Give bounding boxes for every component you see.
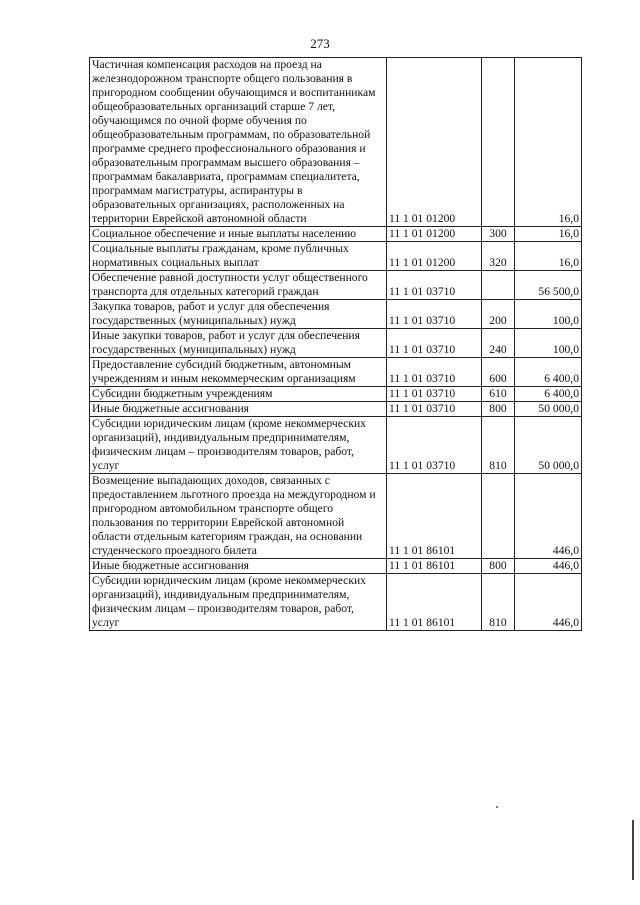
row-description: Социальные выплаты гражданам, кроме публичных нормативных социальных выплат [90, 242, 387, 271]
row-expense-type: 240 [482, 329, 515, 358]
row-expense-type: 600 [482, 358, 515, 387]
row-expense-type: 610 [482, 387, 515, 402]
table-row [90, 271, 582, 300]
row-expense-type: 300 [482, 227, 515, 242]
row-target-code: 11 1 01 86101 [387, 559, 482, 574]
row-target-code: 11 1 01 86101 [387, 474, 482, 559]
row-amount: 446,0 [515, 559, 582, 574]
budget-table-body [90, 58, 582, 631]
table-row [90, 242, 582, 271]
row-target-code: 11 1 01 03710 [387, 417, 482, 474]
row-expense-type [482, 474, 515, 559]
budget-table [89, 57, 582, 631]
row-description: Закупка товаров, работ и услуг для обеспечения государственных (муниципальных) нужд [90, 300, 387, 329]
row-target-code: 11 1 01 03710 [387, 402, 482, 417]
row-expense-type: 200 [482, 300, 515, 329]
table-row [90, 402, 582, 417]
row-amount: 50 000,0 [515, 417, 582, 474]
row-expense-type [482, 271, 515, 300]
row-description: Социальное обеспечение и иные выплаты населению [90, 227, 387, 242]
row-description: Субсидии бюджетным учреждениям [90, 387, 387, 402]
table-row [90, 329, 582, 358]
row-expense-type: 810 [482, 417, 515, 474]
table-row [90, 300, 582, 329]
row-target-code: 11 1 01 01200 [387, 242, 482, 271]
row-expense-type: 810 [482, 574, 515, 631]
table-row [90, 574, 582, 631]
table-row [90, 559, 582, 574]
row-description: Иные бюджетные ассигнования [90, 402, 387, 417]
row-description: Частичная компенсация расходов на проезд на железнодорожном транспорте общего пользования в пригородном сообщении обучающимся и воспитанникам общеобразовательных организаций старше 7 лет, обучающимся по очной форме обучения по общеобразовательным программам, по образовательной программе среднего профессионального образования и образовательным программам высшего образования – программам бакалавриата, программам специалитета, программам магистратуры, аспирантуры в образовательных организациях, расположенных на территории Еврейской автономной области [90, 58, 387, 227]
page-number: 273 [310, 36, 330, 51]
table-row [90, 417, 582, 474]
row-target-code: 11 1 01 03710 [387, 271, 482, 300]
row-expense-type: 320 [482, 242, 515, 271]
row-target-code: 11 1 01 86101 [387, 574, 482, 631]
row-amount: 50 000,0 [515, 402, 582, 417]
row-target-code: 11 1 01 01200 [387, 227, 482, 242]
row-expense-type [482, 58, 515, 227]
row-amount: 16,0 [515, 227, 582, 242]
row-description: Предоставление субсидий бюджетным, автономным учреждениям и иным некоммерческим организациям [90, 358, 387, 387]
scan-speck [496, 806, 498, 808]
row-target-code: 11 1 01 03710 [387, 387, 482, 402]
row-description: Иные закупки товаров, работ и услуг для обеспечения государственных (муниципальных) нужд [90, 329, 387, 358]
table-row [90, 58, 582, 227]
row-description: Субсидии юридическим лицам (кроме некоммерческих организаций), индивидуальным предпринимателям, физическим лицам – производителям товаров, работ, услуг [90, 417, 387, 474]
row-description: Обеспечение равной доступности услуг общественного транспорта для отдельных категорий граждан [90, 271, 387, 300]
row-amount: 16,0 [515, 242, 582, 271]
table-row [90, 358, 582, 387]
row-amount: 56 500,0 [515, 271, 582, 300]
row-expense-type: 800 [482, 402, 515, 417]
scan-edge-mark [632, 820, 634, 880]
row-target-code: 11 1 01 01200 [387, 58, 482, 227]
row-amount: 100,0 [515, 300, 582, 329]
row-target-code: 11 1 01 03710 [387, 329, 482, 358]
row-expense-type: 800 [482, 559, 515, 574]
table-row [90, 387, 582, 402]
row-description: Субсидии юридическим лицам (кроме некоммерческих организаций), индивидуальным предпринимателям, физическим лицам – производителям товаров, работ, услуг [90, 574, 387, 631]
row-amount: 446,0 [515, 474, 582, 559]
row-amount: 16,0 [515, 58, 582, 227]
table-row [90, 474, 582, 559]
row-description: Возмещение выпадающих доходов, связанных с предоставлением льготного проезда на междугородном и пригородном автомобильном транспорте общего пользования по территории Еврейской автономной области отдельным категориям граждан, на основании студенческого проездного билета [90, 474, 387, 559]
row-amount: 6 400,0 [515, 358, 582, 387]
row-amount: 6 400,0 [515, 387, 582, 402]
row-target-code: 11 1 01 03710 [387, 300, 482, 329]
row-amount: 446,0 [515, 574, 582, 631]
row-amount: 100,0 [515, 329, 582, 358]
row-target-code: 11 1 01 03710 [387, 358, 482, 387]
row-description: Иные бюджетные ассигнования [90, 559, 387, 574]
table-row [90, 227, 582, 242]
